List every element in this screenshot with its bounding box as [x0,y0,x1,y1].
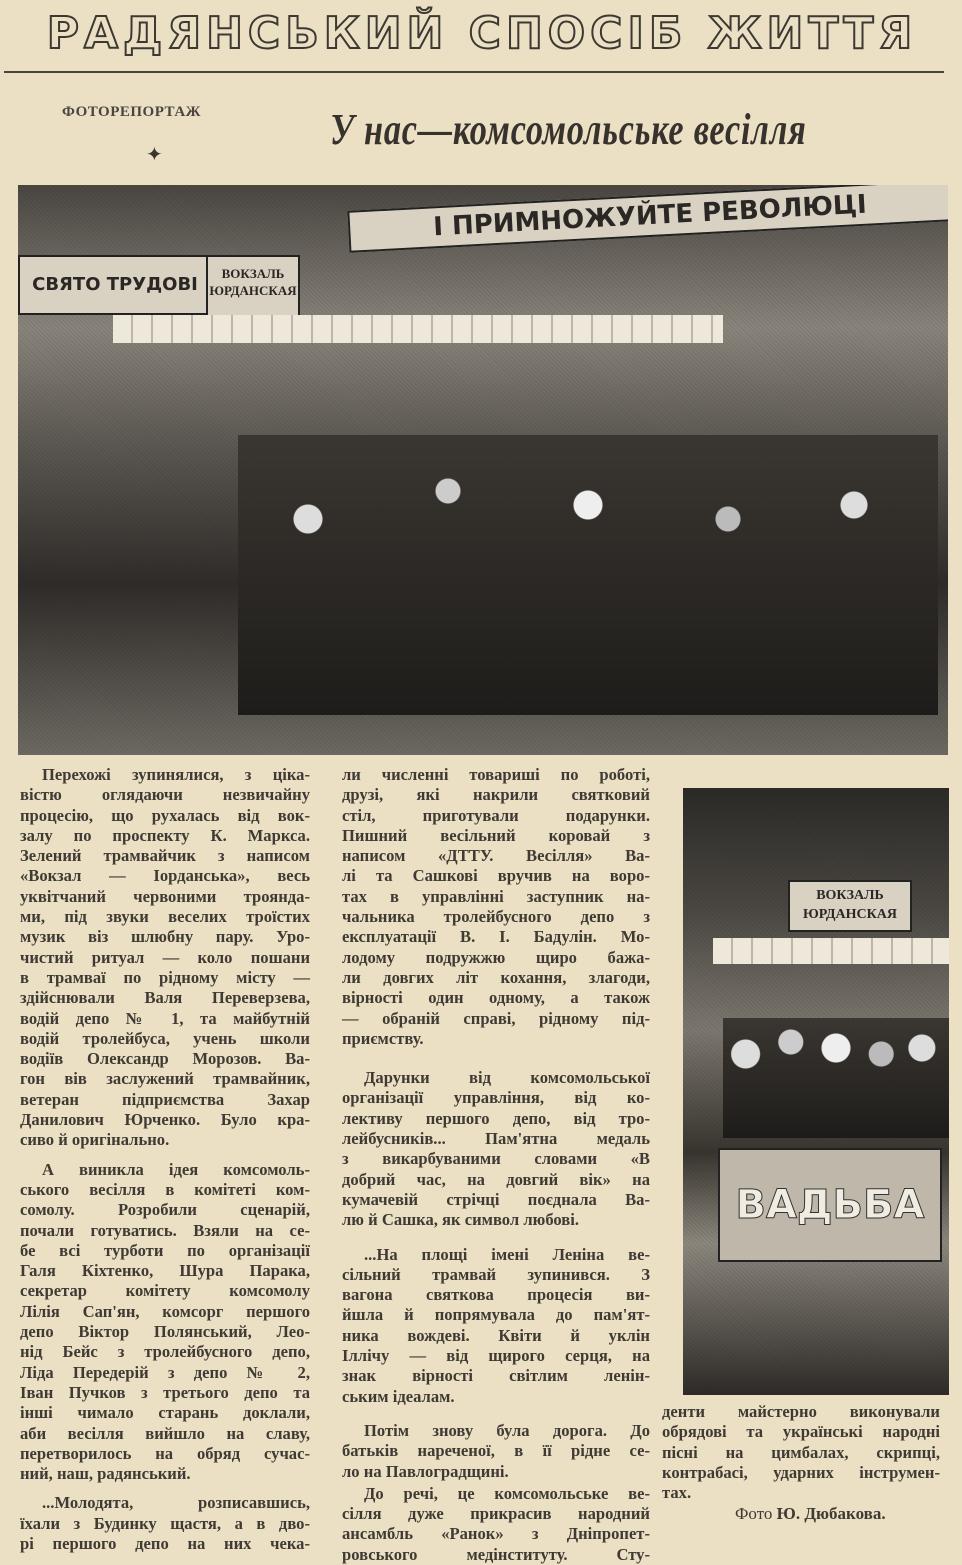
text-line: Іван Пучков з третього депо та [20,1382,310,1402]
text-line: чальника тролейбусного депо з [342,907,650,927]
text-line: лю й Сашка, як символ любові. [342,1210,580,1230]
text-line: гон вів заслужений трамвайник, [20,1069,310,1089]
photo-tram-newlyweds [683,788,949,1395]
text-line: ...Молодята, розписавшись, [42,1493,310,1513]
text-line: тах. [662,1483,692,1503]
text-line: ...На площі імені Леніна ве- [364,1244,650,1264]
text-line: приємству. [342,1028,424,1048]
rubric-label: ФОТОРЕПОРТАЖ [62,104,201,120]
text-line: лі та Сашкові вручив на воро- [342,866,650,886]
text-line: ли численні товариші по роботі, [342,765,650,784]
article-paragraph [20,765,310,1151]
text-line: ний, наш, радянський. [20,1464,191,1484]
newlyweds [723,1018,949,1138]
text-line: вістю оглядаючи незвичайну [20,785,310,805]
text-line: Зелений трамвайчик з написом [20,846,310,866]
text-line: Ліда Передерій з депо № 2, [20,1362,310,1382]
tram-awning [713,938,949,964]
text-line: пісні на цимбалах, скрипці, [662,1442,940,1462]
text-line: Дарунки від комсомольської [364,1068,650,1088]
text-line: їхали з Будинку щастя, а в дво- [20,1513,310,1533]
text-line: водіїв Олександр Морозов. Ва- [20,1049,310,1069]
wedding-board: ВАДЬБА [718,1148,942,1262]
section-title: РАДЯНСЬКИЙ СПОСІБ ЖИТТЯ [46,8,918,59]
sign-line: ВОКЗАЛЬ [221,266,285,281]
text-line: денти майстерно виконували [662,1402,940,1421]
text-line: експлуатації В. І. Бадулін. Мо- [342,927,650,947]
sign-line: ЮРДАНСКАЯ [803,907,897,922]
tram-awning [113,315,723,343]
text-line: вірності один одному, а також [342,988,650,1008]
article-column-3 [662,1402,940,1503]
text-line: лективу першого депо, від тро- [342,1108,650,1128]
text-line: ветеран підприємства Захар [20,1089,310,1109]
text-line: сиво й оригінально. [20,1130,170,1150]
photo-banner: І ПРИМНОЖУЙТЕ РЕВОЛЮЦІ [347,185,948,253]
text-line: добрий час, на довгий вік» на [342,1169,650,1189]
article-paragraph [342,1245,650,1407]
article-paragraph [342,765,650,1049]
text-line: нід Бейс з тролейбусного депо, [20,1342,310,1362]
text-line: кумачевій стрічці поєднала Ва- [342,1189,650,1209]
text-line: друзі, які накрили святковий [342,785,650,805]
photo-banner-left: СВЯТО ТРУДОВІ [18,255,212,315]
text-line: бе всі турботи по організації [20,1240,310,1260]
text-line: організації управління, від ко- [342,1088,650,1108]
text-line: стіл, приготували подарунки. [342,805,650,825]
text-line: батьків нареченої, в її рідне се- [342,1441,650,1461]
text-line: водій тролейбуса, учень школи [20,1028,310,1048]
text-line: ми, під звуки веселих троїстих [20,907,310,927]
text-line: залу по проспекту К. Маркса. [20,825,310,845]
text-line: лодому подружжю щиро бажа- [342,947,650,967]
photo-credit-author: Ю. Дюбакова. [776,1504,886,1523]
text-line: перетворилось на обряд сучас- [20,1443,310,1463]
text-line: йшла й попрямувала до пам'ят- [342,1305,650,1325]
text-line: ським ідеалам. [342,1386,455,1406]
text-line: ровського медінституту. Сту- [342,1544,650,1564]
article-column-2 [342,765,650,1565]
tram-destination-sign [788,880,912,932]
text-line: сілля дуже прикрасив народний [342,1504,650,1524]
text-line: Лілія Сап'ян, комсорг першого [20,1301,310,1321]
text-line: Пишний весільний коровай з [342,825,650,845]
text-line: в трамваї по рідному місту — [20,967,310,987]
article-paragraph [342,1068,650,1230]
text-line: До речі, це комсомольське ве- [364,1483,650,1503]
text-line: чистий ритуал — коло пошани [20,947,310,967]
text-line: почали готуватись. Взяли на се- [20,1220,310,1240]
text-line: Галя Кіхтенко, Шура Парака, [20,1261,310,1281]
photo-credit-label: Фото [735,1504,773,1523]
text-line: знак вірності світлим ленін- [342,1366,650,1386]
sign-line: ВОКЗАЛЬ [816,888,884,903]
text-line: «Вокзал — Іорданська», весь [20,866,310,886]
text-line: секретар комітету комсомолу [20,1281,310,1301]
article-paragraph [342,1484,650,1565]
article-paragraph [662,1402,940,1503]
text-line: сільний трамвай зупинився. З [342,1264,650,1284]
text-line: — обраній справі, рідному під- [342,1008,650,1028]
text-line: ського весілля в комітеті ком- [20,1179,310,1199]
main-photo-wedding-tram [18,185,948,755]
tram-destination-sign [206,255,300,319]
text-line: ника вождеві. Квіти й уклін [342,1325,650,1345]
text-line: депо Віктор Полянський, Лео- [20,1322,310,1342]
text-line: обрядові та українські народні [662,1422,940,1442]
wedding-crowd [238,435,938,715]
text-line: Потім знову була дорога. До [364,1420,650,1440]
text-line: ансамбль «Ранок» з Дніпропет- [342,1524,650,1544]
article-column-1 [20,765,310,1554]
text-line: музик віз шлюбну пару. Уро- [20,927,310,947]
text-line: контрабасі, ударних інструмен- [662,1462,940,1482]
text-line: рі першого депо на них чека- [20,1533,310,1553]
text-line: лейбусників... Пам'ятна медаль [342,1129,650,1149]
text-line: аби весілля вийшло на славу, [20,1423,310,1443]
text-line: тах в управлінні заступник на- [342,886,650,906]
text-line: інші чимало старань доклали, [20,1403,310,1423]
article-paragraph [342,1421,650,1482]
text-line: Іллічу — від щирого серця, на [342,1346,650,1366]
text-line: Данилович Юрченко. Було кра- [20,1110,310,1130]
article-paragraph [20,1493,310,1554]
sign-line: ЮРДАНСКАЯ [209,283,297,298]
text-line: написом «ДТТУ. Весілля» Ва- [342,846,650,866]
text-line: сомолу. Розробили сценарій, [20,1200,310,1220]
text-line: ли довгих літ кохання, злагоди, [342,967,650,987]
photo-credit [735,1504,886,1524]
article-headline: У нас—комсомольське весілля [330,105,807,154]
text-line: Перехожі зупинялися, з ціка- [42,765,310,784]
article-paragraph [20,1160,310,1485]
text-line: з викарбуваними словами «В [342,1149,650,1169]
text-line: вагона святкова процесія ви- [342,1285,650,1305]
star-ornament-icon: ✦ [146,144,163,166]
text-line: уквітчаний червоними троянда- [20,886,310,906]
text-line: А виникла ідея комсомоль- [42,1159,310,1179]
text-line: водій депо № 1, та майбутній [20,1008,310,1028]
text-line: процесію, що рухалась від вок- [20,805,310,825]
header-divider [4,71,944,73]
text-line: ло на Павлоградщині. [342,1461,509,1481]
text-line: здійснювали Валя Переверзева, [20,988,310,1008]
